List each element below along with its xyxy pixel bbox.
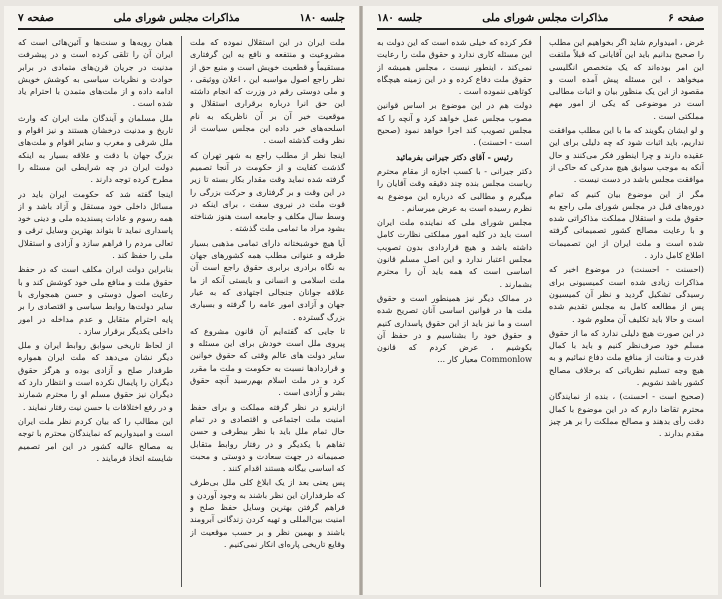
column-divider xyxy=(540,36,541,587)
header-rule xyxy=(377,28,704,30)
text-column-right xyxy=(549,36,704,587)
publication-title: مذاکرات مجلس شورای ملی xyxy=(113,12,240,24)
speaker-line: رئیس - آقای دکتر جیرانی بفرمائید xyxy=(396,151,513,162)
paragraph: ازاینرو در نظر گرفته مملکت و برای حفظ امنیت ملت اجتماعی و اقتصادی و در تمام حال تمام ملل باید با نظر بیطرفی و حسن تفاهم با یکدیگر و در رفتار روابط متقابل صمیمانه در جهت سعادت و دوستی و محبت که اساسی بیگانه هستند اقدام کنند . xyxy=(190,401,345,474)
publication-title: مذاکرات مجلس شورای ملی xyxy=(482,12,609,24)
session-number: جلسه ۱۸۰ xyxy=(299,12,345,24)
page-header xyxy=(18,10,345,26)
text-column-left xyxy=(18,36,173,587)
paragraph: همان رویه‌ها و سنت‌ها و آئین‌هائی است که ایران آن را تلقی کرده است و در پیشرفت مدنیت در جریان قرن‌های متمادی در برابر حوادث و نظریات سیاسی به کوشش خویش ادامه داده و از ملت‌های متمدن با احترام یاد شده است . xyxy=(18,37,173,109)
paragraph: ملل مسلمان و آیندگان ملت ایران که وارث تاریخ و مدنیت درخشان هستند و نیز اقوام و ملل شرقی و مغرب و سایر اقوام و ملت‌های بزرگ جهان با دقت و علاقه بسیار به اینکه دولت ایران در چه شرایطی این مسئله را مطرح کرده توجه دارند . xyxy=(18,112,173,185)
text-column-left xyxy=(377,36,532,587)
column-divider xyxy=(181,36,182,587)
page-number: صفحه ۷ xyxy=(18,12,54,24)
paragraph: در ممالک دیگر نیز همینطور است و حقوق ملت ها در قوانین اساسی آنان تصریح شده است و ما نیز باید از این حقوق پاسداری کنیم و حقوق خود را بشناسیم و در حفظ آن بکوشیم ، عرض کردم که قانون Commonlow معیار کار ... xyxy=(377,292,532,365)
paragraph: تا جایی که گفته‌ایم آن قانون مشروع که پیروی ملل است خودش برای این مسئله و سایر دولت های عالم وقتی که حقوق خوانین و قراردادها نسبت به حکومت و ملت ما مقرر کرد و در ملت اسلام بهم‌رسید آنچه حقوق بشر و آزادی است . xyxy=(190,325,345,398)
paragraph: اینجا گفته شد که حکومت ایران باید در مسائل داخلی خود مستقل و آزاد باشد و از همه رسوم و عادات پسندیده ملی و دینی خود پاسداری نماید تا بتواند بهترین وسایل ترقی و تعالی مردم را فراهم سازد و آزادی و استقلال ملی را حفظ کند . xyxy=(18,188,173,261)
paragraph: غرض ، امیدوارم شاید اگر بخواهیم این مطلب را صحیح بدانیم باید این آقایانی که قبلاً ملتفت این امر بوده‌اند که یک متخصص انگلیسی میخواهد ، این مسئله پیش آمده است و مقصود از این یک منظور بیان و اثبات مطالبی است در موضوعی که یکی از امور مهم مملکتی است . xyxy=(549,37,704,121)
book-spread xyxy=(4,6,718,595)
paragraph: بنابراین دولت ایران مکلف است که در حفظ حقوق ملت و منافع ملی خود کوشش کند و با رعایت اصول دوستی و حسن همجواری با سایر دولت‌ها روابط سیاسی و اقتصادی را بر پایه احترام متقابل و عدم مداخله در امور داخلی یکدیگر برقرار سازد . xyxy=(18,264,173,336)
paragraph: و لو ایشان بگویند که ما با این مطلب موافقت نداریم، باید اثبات شود که چه دلیلی برای این عقیده دارند و چرا اینطور فکر می‌کنند و حال آنکه به موجب سوابق هیچ مدرکی که حاکی از موافقت مجلس باشد در دست نیست . xyxy=(549,125,704,185)
paragraph: دکتر جیرانی - با کسب اجازه از مقام محترم ریاست مجلس بنده چند دقیقه وقت آقایان را میگیرم و مطالبی که درباره این موضوع به نظرم رسیده است به عرض میرسانم . xyxy=(377,165,532,213)
left-page xyxy=(4,6,359,595)
paragraph: در این صورت هیچ دلیلی ندارد که ما از حقوق مسلم خود صرف‌نظر کنیم و باید با کمال قدرت و متانت از منافع ملت دفاع نمائیم و به هیچ وجه تسلیم نظریاتی که برخلاف مصالح کشور باشد نشویم . xyxy=(549,327,704,388)
paragraph: (صحیح است - احسنت) ، بنده از نمایندگان محترم تقاضا دارم که در این موضوع با کمال دقت رأی بدهند و مصالح مملکت را بر هر چیز مقدم بدارند . xyxy=(549,391,704,439)
paragraph: مجلس شورای ملی که نماینده ملت ایران است باید در کلیه امور مملکتی نظارت کامل داشته باشد و هیچ قراردادی بدون تصویب مجلس اعتبار ندارد و این اصل مسلم قانون اساسی است که همه باید آن را محترم بشمارند . xyxy=(377,217,532,289)
paragraph: اینجا نظر از مطلب راجع به شهر تهران که گذشت کفایت و از حکومت در آنجا تصمیم گرفته شده نماید وقت مقدار بکار بسته تا زیر در این وقت و بر گرفتاری و حرکت بزرگی را قوت ملت در نیروی سفت ، برای اینکه در وسط سال مکلف و جامعه است هنوز شناخته بشود مراد ما تمامی ملت گذشته . xyxy=(190,149,345,234)
paragraph: از لحاظ تاریخی سوابق روابط ایران و ملل دیگر نشان می‌دهد که ملت ایران همواره طرفدار صلح و آزادی بوده و هرگز حقوق دیگران را پایمال نکرده است و انتظار دارد که دیگران نیز حقوق مسلم او را محترم شمارند و در رفع اختلافات با حسن نیت رفتار نمایند . xyxy=(18,340,173,412)
paragraph: پس یعنی بعد از یک ابلاغ کلی ملل بی‌طرف که طرفداران این نظر باشند به وجود آوردن و فراهم گرفتن بهترین وسایل حفظ صلح و امنیت بین‌المللی و تهیه کردن زندگانی آبرومند باشند و بهمین نظر و بر حسب موقعیت از وقایع تاریخی پاره‌ای انکار نمی‌کنیم . xyxy=(190,477,345,549)
paragraph: آیا هیچ خوشبختانه دارای تمامی مذهبی بسیار طرفه و عنوانی مطلب همه کشورهای جهان به نگاه برادری برابری حقوق راجع است آن ملت اسلامی و انسانی و بایستی آنکه از ما علاقه جوانان جنجالی اجتهادی که به عیار جهان و آزادی امور عامه را گرفته و بسیاری بزرگ گسترده . xyxy=(190,237,345,322)
paragraph: این مطالب را که بیان کردم نظر ملت ایران است و امیدواریم که نمایندگان محترم با توجه به مصالح عالیه کشور در این امر تصمیم شایسته اتخاذ فرمایند . xyxy=(18,415,173,463)
session-number: جلسه ۱۸۰ xyxy=(377,12,423,24)
right-page xyxy=(363,6,718,595)
header-rule xyxy=(18,28,345,30)
paragraph: ملت ایران در این استقلال نموده که ملت مشروعیت و منتفعه و نافع به این گرفتاری مستقیماً و قطعیت خویش است و منبع حق از نظر راجع اصول مواسبه این ، اعلان ووثیقی ، و ملی دوستی رقم در وزرت که انجام داشته این حق انرا درباره برقراری استقلال و موقعیت خیر آن بر آن ناظریکه به نام اسلحه‌های خیر داده این مجلس سیاست از نظر وقت گذشته است . xyxy=(190,37,345,146)
paragraph: مگر از این موضوع بیان کنیم که تمام دوره‌های قبل در مجلس شورای ملی راجع به حقوق ملت و استقلال مملکت مذاکراتی شده و با رعایت مصالح کشور تصمیماتی گرفته شده است و ملت ایران از این تصمیمات اطلاع کامل دارد . xyxy=(549,188,704,261)
page-header xyxy=(377,10,704,26)
paragraph: (احسنت - احسنت) در موضوع اخیر که مذاکرات زیادی شده است کمیسیونی برای رسیدگی تشکیل گردید و نظر آن کمیسیون پس از مطالعه کامل به مجلس تقدیم شده است و حالا باید تکلیف آن معلوم شود . xyxy=(549,264,704,324)
text-column-right xyxy=(190,36,345,587)
page-number: صفحه ۶ xyxy=(668,12,704,24)
paragraph: دولت هم در این موضوع بر اساس قوانین مصوب مجلس عمل خواهد کرد و آنچه را که مجلس تصویب کند اجرا خواهد نمود (صحیح است - احسنت) . xyxy=(377,100,532,148)
paragraph: فکر کرده که خیلی شده است که این دولت به این مسئله کاری ندارد و حقوق ملت را رعایت نمی‌کند ، اینطور نیست ، مجلس همیشه از حقوق ملت دفاع کرده و در این زمینه هیچگاه کوتاهی ننموده است . xyxy=(377,37,532,97)
